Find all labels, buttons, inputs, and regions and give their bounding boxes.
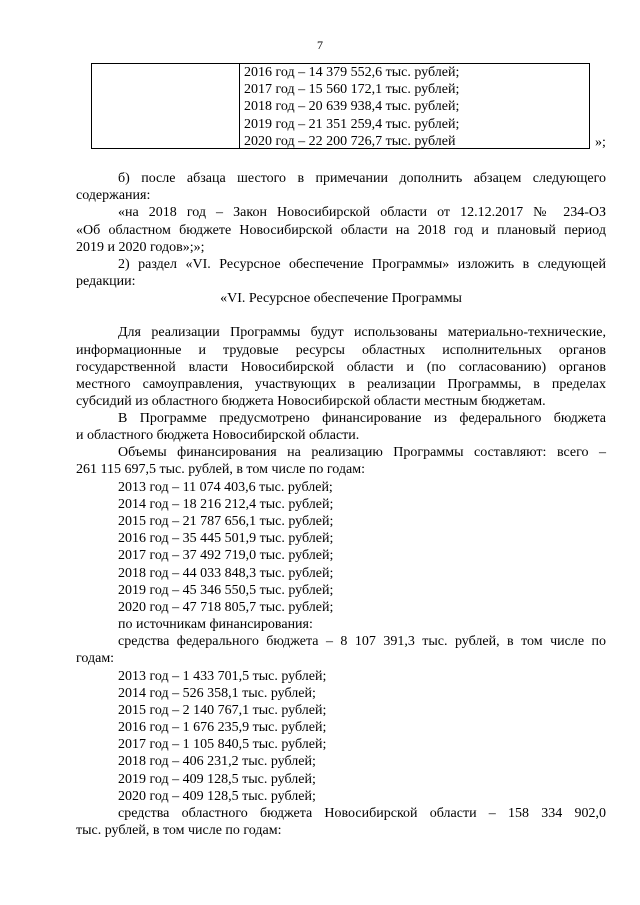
table-line: 2016 год – 14 379 552,6 тыс. рублей; — [244, 65, 460, 80]
table-closing-quote: »; — [595, 135, 606, 150]
year-line: 2017 год – 37 492 719,0 тыс. рублей; — [118, 548, 334, 563]
text-line: В Программе предусмотрено финансирование из федерального бюджета — [118, 411, 606, 426]
text-line: б) после абзаца шестого в примечании дополнить абзацем следующего — [118, 171, 606, 186]
year-line: 2018 год – 406 231,2 тыс. рублей; — [118, 754, 316, 769]
table-line: 2020 год – 22 200 726,7 тыс. рублей — [244, 133, 456, 149]
text-line: субсидий из областного бюджета Новосибирской области местным бюджетам. — [76, 394, 546, 409]
year-line: 2013 год – 11 074 403,6 тыс. рублей; — [118, 480, 333, 495]
text-line: 2019 и 2020 годов»;»; — [76, 240, 205, 255]
year-line: 2015 год – 21 787 656,1 тыс. рублей; — [118, 514, 334, 529]
table-line: 2019 год – 21 351 259,4 тыс. рублей; — [244, 116, 460, 132]
year-line: 2020 год – 47 718 805,7 тыс. рублей; — [118, 600, 334, 615]
year-line: 2016 год – 1 676 235,9 тыс. рублей; — [118, 720, 327, 735]
text-line: местного самоуправления, участвующих в реализации Программы, в пределах — [76, 377, 606, 392]
funding-table-fragment — [91, 63, 590, 149]
year-line: 2014 год – 18 216 212,4 тыс. рублей; — [118, 497, 334, 512]
text-line: содержания: — [76, 188, 151, 203]
text-line: редакции: — [76, 274, 136, 289]
text-line: «Об областном бюджете Новосибирской области на 2018 год и плановый период — [76, 223, 606, 238]
section-heading: «VI. Ресурсное обеспечение Программы — [220, 291, 462, 306]
text-line: средства областного бюджета Новосибирской области – 158 334 902,0 — [118, 806, 606, 821]
year-line: 2013 год – 1 433 701,5 тыс. рублей; — [118, 669, 327, 684]
year-line: 2019 год – 45 346 550,5 тыс. рублей; — [118, 583, 334, 598]
text-line: информационные и трудовые ресурсы областных исполнительных органов — [76, 343, 606, 358]
text-line: государственной власти Новосибирской области и (по согласованию) органов — [76, 360, 606, 375]
year-line: 2014 год – 526 358,1 тыс. рублей; — [118, 686, 316, 701]
text-line: средства федерального бюджета – 8 107 391,3 тыс. рублей, в том числе по — [118, 634, 606, 649]
text-line: тыс. рублей, в том числе по годам: — [76, 823, 282, 838]
year-line: 2018 год – 44 033 848,3 тыс. рублей; — [118, 566, 334, 581]
text-line: и областного бюджета Новосибирской области. — [76, 428, 360, 443]
year-line: 2020 год – 409 128,5 тыс. рублей; — [118, 789, 316, 804]
table-column-divider — [239, 64, 240, 148]
year-line: 2019 год – 409 128,5 тыс. рублей; — [118, 772, 316, 787]
year-line: 2016 год – 35 445 501,9 тыс. рублей; — [118, 531, 334, 546]
text-line: по источникам финансирования: — [118, 617, 313, 632]
text-line: 261 115 697,5 тыс. рублей, в том числе по годам: — [76, 462, 365, 477]
text-line: 2) раздел «VI. Ресурсное обеспечение Программы» изложить в следующей — [118, 257, 606, 272]
text-line: Для реализации Программы будут использованы материально-технические, — [118, 325, 606, 340]
text-line: «на 2018 год – Закон Новосибирской области от 12.12.2017 № 234-ОЗ — [118, 205, 606, 220]
text-line: годам: — [76, 651, 115, 666]
page-number: 7 — [317, 38, 323, 52]
table-year-list — [244, 64, 459, 150]
year-line: 2015 год – 2 140 767,1 тыс. рублей; — [118, 703, 327, 718]
table-line: 2018 год – 20 639 938,4 тыс. рублей; — [244, 99, 460, 115]
table-line: 2017 год – 15 560 172,1 тыс. рублей; — [244, 82, 460, 98]
year-line: 2017 год – 1 105 840,5 тыс. рублей; — [118, 737, 327, 752]
text-line: Объемы финансирования на реализацию Программы составляют: всего – — [118, 445, 606, 460]
